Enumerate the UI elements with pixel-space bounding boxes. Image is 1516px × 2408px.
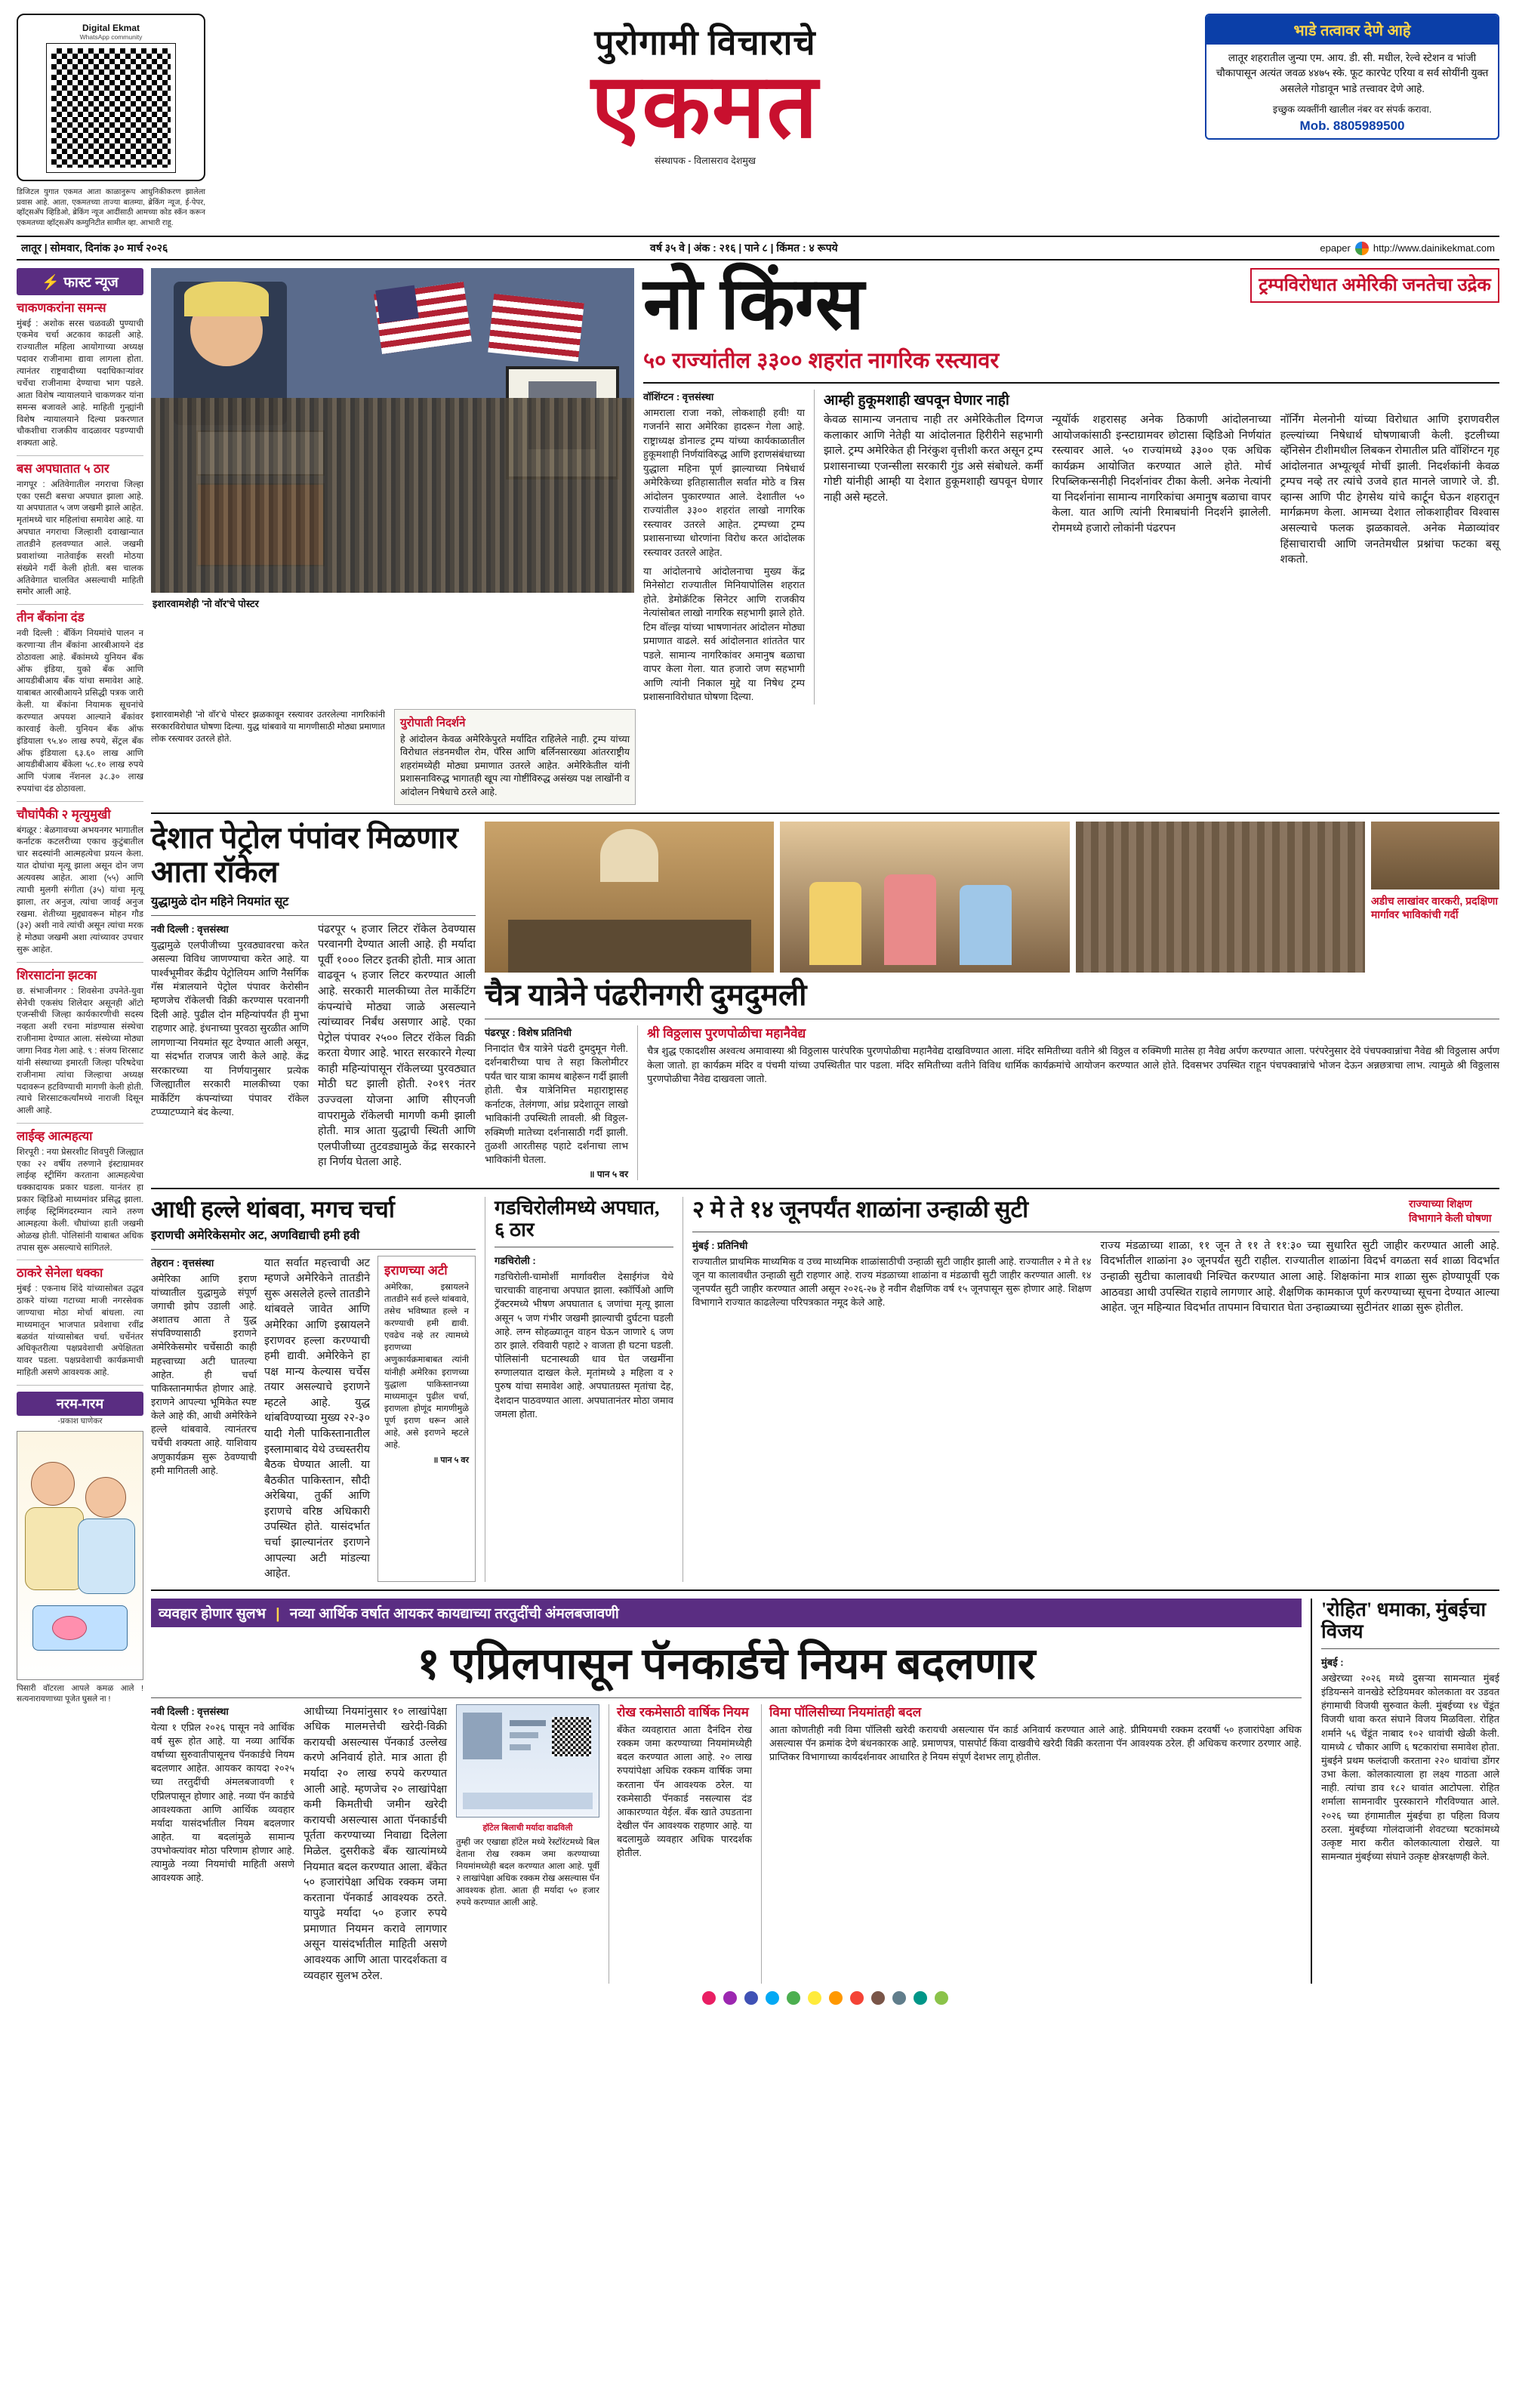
main-content bbox=[151, 264, 1499, 2005]
sidebar-news-title: ठाकरे सेनेला धक्का bbox=[17, 1266, 103, 1281]
ad-footer: इच्छुक व्यक्तींनी खालील नंबर वर संपर्क करावा. bbox=[1272, 103, 1432, 115]
temple-photo bbox=[485, 822, 774, 973]
school-dateline: मुंबई : प्रतिनिधी bbox=[692, 1239, 748, 1251]
sidebar-news-text: मुंबई : अशोक सरस चळवळी पुण्याची एकमेव चर्चा अटकाव काढली आहे. राज्यातील महिला आयोगाच्या अध्यक्ष पदावर राजीनामा द्यावा लागला होता. त्यानंतर राष्ट्रवादीच्या पदाधिकार्‍यांवर चर्चेचा राजीनामा देण्याचा भाग पडले. आता विशेष न्यायालयाने चाकणकर यांना समन्स बजावले आहे. माहिती गुन्ह्यांनी विशेष न्यायालयाने दिल्या प्रकरणात चौकशीचा राजकीय वादळावर पडण्याची शक्यता आहे. bbox=[17, 319, 143, 449]
masthead-title bbox=[213, 14, 1197, 167]
pancard-banner-left: व्यवहार होणार सुलभ bbox=[159, 1605, 266, 1622]
qr-promo-box bbox=[17, 14, 205, 228]
gadchiroli-title: गडचिरोलीमध्ये अपघात, ६ ठार bbox=[495, 1196, 660, 1241]
sidebar-news-text: बंगळूर : बेळगावच्या अभयनगर भागातील कर्नाटक कटलरीच्या एकाच कुटुंबातील चार सदस्यांनी आत्महत्येचा प्रयत्न केला. यात दोघांचा मृत्यू झाला असून दोन जण अत्यवस्थ आहेत. आशा (५५) आणि त्याची मुलगी संगीता (३५) यांचा मृत्यू झाला, तर अनुज, त्यांचा जावई अनुज रखमा. शेतीच्या मुद्द्यावरून मोहन गौड (३२) अशी नावे त्यांची असून त्यांचा मरक हे मोठ्या जखमी अशा त्यांच्यावर उपचार सुरू आहेत. bbox=[17, 825, 143, 955]
pancard-image-text: तुम्ही जर एखाद्या हॉटेल मध्ये रेस्टॉरंटमध्ये बिल देताना रोख रक्कम जमा करण्याच्या नियमांमध्येही बदल करण्यात आला आहे. पूर्वी २ लाखांपेक्षा अधिक रक्कम रोख असल्यास पॅन आवश्यक होता. आता ही मर्यादा ५० हजार रुपये करण्यात आली आहे. bbox=[456, 1837, 599, 1908]
rohit-title: 'रोहित' धमाका, मुंबईचा विजय bbox=[1321, 1598, 1487, 1642]
europe-protest-box bbox=[394, 709, 636, 806]
petrol-story bbox=[151, 822, 476, 1180]
pancard-image-block bbox=[456, 1704, 599, 1984]
qr-caption: डिजिटल युगात एकमत आता काळानुरूप आधुनिकीकरण झालेला प्रवास आहे. आता, एकमतच्या ताज्या बातम्या, ब्रेकिंग न्यूज, ई-पेपर, व्हॉट्सअ‍ॅप व्हिडिओ, ब्रेकिंग न्यूज आदींसाठी आमच्या कोड स्कॅन करून एकमतच्या व्हॉट्सअ‍ॅप कम्युनिटीत सामील व्हा. आभारी राहू. bbox=[17, 188, 205, 227]
epaper-link[interactable] bbox=[1320, 242, 1495, 255]
pancard-section-insurance bbox=[761, 1704, 1302, 1984]
advertisement-box[interactable] bbox=[1205, 14, 1499, 140]
halle-subtitle: इराणची अमेरिकेसमोर अट, अणविद्याची हमी हवी bbox=[151, 1229, 360, 1242]
photo-placeholder-icon bbox=[463, 1713, 502, 1759]
ad-mobile[interactable]: Mob. 8805989500 bbox=[1299, 118, 1405, 133]
globe-icon bbox=[1355, 242, 1369, 255]
petrol-title: देशात पेट्रोल पंपांवर मिळणार आता रॉकेल bbox=[151, 821, 458, 889]
fast-news-sidebar bbox=[17, 268, 143, 2005]
masthead-founder: संस्थापक - विलासराव देशमुख bbox=[654, 156, 756, 167]
cash-rule-title: रोख रकमेसाठी वार्षिक नियम bbox=[617, 1704, 749, 1719]
europe-box-text: हे आंदोलन केवळ अमेरिकेपुरते मर्यादित राहिलेले नाही. ट्रम्प यांच्या विरोधात लंडनमधील रोम, पॅरिस आणि बर्लिनसारख्या आंतरराष्ट्रीय शहरांमध्येही मोठ्या प्रमाणात उतरले आहेत. अमेरिकेतील यांनी प्रशासनाविरुद्ध भागातही खूप त्या गोष्टींविरुद्ध असंख्य पक्ष लाखोंनी व आंदोलन निषेधाचे ठरले आहे. bbox=[400, 733, 630, 797]
chaitra-title: चैत्र यात्रेने पंढरीनगरी दुमदुमली bbox=[485, 978, 807, 1013]
pancard-story bbox=[151, 1599, 1302, 1984]
iran-talks-story bbox=[151, 1197, 476, 1582]
yatra-caption: अडीच लाखांवर वारकरी, प्रदक्षिणा मार्गावर भाविकांची गर्दी bbox=[1370, 895, 1499, 921]
lead-side-text-2: न्यूयॉर्क शहरासह अनेक ठिकाणी आंदोलनाच्या आयोजकांसाठी इन्स्टाग्रामवर छोटासा व्हिडिओ निर्णयांत रस्त्यावर आले. ५० राज्यांमध्ये ३३०० एक अधिक कार्यक्रम आयोजित करण्यात आले होते. मोर्च रिपब्लिकन्सनीही निदर्शनांवर टीका केली. अनेक नेत्यांनी या निदर्शनांना सामान्य नागरिकांचा अमानुष बळाचा वापर केला. यात आणि त्यांनी रिमाबघांनी निदर्शने झालेली. रोममध्ये हजारो लोकांनी पंढरपन bbox=[1052, 414, 1271, 535]
school-holiday-story bbox=[683, 1197, 1499, 1582]
sidebar-news-text: नागपूर : अतिवेगातील नगराचा जिल्हा एका एसटी बसचा अपघात झाला आहे. या अपघातात ५ जण जखमी झाले आहेत. मृतांमध्ये चार महिलांचा समावेश आहे. या अपघात नगराचा जिल्हाशी दवाखान्यात तातडीने हलवण्यात आले. जखमी प्रवाशांच्या नातेवाईक सरशी मोठया संख्येने गर्दी केली होती. बस चालक अतिवेगात चालवित असल्याची माहिती समोर आली आहे. bbox=[17, 479, 143, 597]
lead-text-1: आमराला राजा नको, लोकशाही हवी! या गजर्नाने सारा अमेरिका हादरून गेला आहे. राष्ट्राध्यक्ष डोनाल्ड ट्रम्प यांच्या कार्यकाळातील हुकूमशाही निर्णयांविरुद्ध आणि इराणसंबंधाच्या युद्धाला महिना पूर्ण झाल्याच्या निषेधार्थ अमेरिकेच्या इतिहासातील सर्वात मोठे व त्रिस आंदोलन पुकारण्यात आले. देशातील ५० राज्यांतील ३३०० शहरांत लाखो नागरिक रस्त्यावर उतरले आहेत. ट्रम्पच्या ट्रम्प प्रशासनाच्या धोरणांना विरोध करत आंदोलक रस्त्यावर उतरले आहेत. bbox=[643, 407, 805, 558]
lead-photo-block bbox=[151, 268, 634, 705]
vishnupad-title: श्री विठ्ठलास पुरणपोळीचा महानैवेद्य bbox=[647, 1025, 806, 1041]
school-title: २ मे ते १४ जूनपर्यंत शाळांना उन्हाळी सुटी bbox=[692, 1195, 1029, 1222]
lightning-icon: ⚡ bbox=[42, 275, 64, 291]
chaitra-text: निनादांत चैत्र यात्रेने पंढरी दुमदुमून गेली. दर्शनबारीच्या पाच ते सहा किलोमीटर पर्यंत चार यात्रा कामथ बाहेरून गर्दी झाली होती. चैत्र यात्रेनिमित्त महाराष्ट्रासह कर्नाटक, तेलंगणा, आंध्र प्रदेशातून लाखो भाविकांनी उपस्थिती लावली. श्री विठ्ठल-रुक्मिणी मातेच्या दर्शनासाठी गर्दी झाली. तुळशी आरतीसह पहाटे दर्शनाचा लाभ भाविकांनी घेतला. bbox=[485, 1042, 628, 1166]
masthead-tagline: पुरोगामी विचाराचे bbox=[594, 23, 816, 62]
color-registration-bar bbox=[151, 1984, 1499, 2005]
qr-code-icon bbox=[552, 1717, 591, 1756]
protest-photo bbox=[151, 268, 634, 593]
gadchiroli-text: गडचिरोली-चामोर्शी मार्गावरील देसाईगंज येथे चारचाकी वाहनाचा अपघात झाला. स्कॉर्पिओ आणि ट्रॅक्टरमध्ये भीषण अपघातात ६ जणांचा मृत्यू झाला असून ५ जण गंभीर जखमी झाल्याची दुर्घटना घडली आहे. लग्न सोहळ्यातून वाहन घेऊन जाणारे ६ जण ठार झाले. रविवारी पहाटे २ वाजता ही घटना घडली. पोलिसांनी घटनास्थळी धाव घेत जखमींना रुग्णालयात दाखल केले. मृतांमध्ये ३ महिला व २ पुरुष यांचा समावेश आहे. अपघातग्रस्त मृतांचा देह, देशदान पाठवण्यात आला. अपघातानंतर मोठा जमाव जमला होता. bbox=[495, 1271, 673, 1420]
qr-code-icon[interactable] bbox=[47, 44, 175, 172]
qr-title: Digital Ekmat bbox=[82, 23, 140, 33]
fast-news-header bbox=[17, 268, 143, 295]
rohit-text: अखेरच्या २०२६ मध्ये दुसर्‍या सामन्यात मुंबई इंडियन्सने वानखेडे स्टेडियमवर कोलकाता वर उडवत हंगामाची विजयी सुरुवात केली. मुंबईच्या १४ चेंडूंत विजयी धावा करत संघाने विजय मिळविला. रोहित शर्माने ५६ चेंडूंत नाबाद १०२ धावांची खेळी केली. यामध्ये ८ चौकार आणि ६ षटकारांचा समावेश होता. मुंबईने प्रथम फलंदाजी करताना २२० धावांचा डोंगर उभा केला. कोलकात्याला हा लक्ष्य गाठता आले नाही. त्यांचा डाव १८२ धावांत आटोपला. रोहित शर्माला सामनावीर पुरस्काराने गौरविण्यात आले. २०२६ च्या हंगामातील मुंबईचा हा पहिला विजय ठरला. मुंबईच्या गोलंदाजांनी शेवटच्या षटकांमध्ये उत्कृष्ट मारा करीत कोलकात्याला रोखले. या सामन्यात मुंबईच्या संघाने उत्कृष्ट क्षेत्ररक्षणही केले. bbox=[1321, 1672, 1499, 1862]
lead-side-text-3: नॉर्निंग मेलनोनी यांच्या विरोधात आणि इराणवरील हल्ल्यांच्या निषेधार्थ घोषणाबाजी केली. इटलीच्या व्हॅनिसेन टीशीमधील लिबकन रोमातील प्रति वॉशिंग्टन गृह आंदोलनात अभ्यूत्थूर्व मोर्ची झाली. निदर्शकांनी केवळ ट्रम्पच नव्हे तर त्यांचे उजवे हात मानले जाणारे जे. डी. व्हान्स आणि पीट हेगसेथ यांचे कार्टून घेऊन शहरातून मार्गक्रमण केला. आमच्या देशात लोकशाहीवर विश्वास असल्याचे फलक झळकावले. अनेक मेळाव्यांवर हिंसाचाराची आणि जनतेमधील प्रश्नांचा फटका बसू शकतो. bbox=[1280, 414, 1499, 566]
list-item[interactable] bbox=[17, 1124, 143, 1260]
pancard-text-1: येत्या १ एप्रिल २०२६ पासून नवे आर्थिक वर्ष सुरू होत आहे. या नव्या आर्थिक वर्षाच्या सुरुवातीपासूनच पॅनकार्डचे नियम बदलणार आहेत. आयकर कायदा २०२५ च्या तरतुदींची अंमलबजावणी १ एप्रिलपासून होणार आहे. नव्या पॅन कार्डचे आवश्यकता आणि आर्थिक व्यवहार मर्यादा यासंदर्भातील नियम बदलणार आहेत. या बदलांमुळे सामान्य उपभोक्त्यांवर मोठा परिणाम होणार आहे. त्यामुळे नव्या नियमांची माहिती असणे आवश्यक आहे. bbox=[151, 1721, 294, 1884]
masthead bbox=[17, 14, 1499, 228]
lead-photo-caption: इशारवामशेही 'नो वॉर'चे पोस्टर bbox=[153, 598, 259, 609]
banner-divider: | bbox=[276, 1605, 280, 1622]
petrol-subtitle: युद्धामुळे दोन महिने नियमांत सूट bbox=[151, 895, 289, 908]
sidebar-news-text: शिरपूरी : नया प्रेसरशीट शिवपुरी जिल्ह्यात एका २२ वर्षीय तरुणाने इंस्टाग्रामवर लाईव्ह स्ट्रीमिंग करताना आत्महत्येचा धक्कादायक प्रकार घडला. यानंतर हा प्रकार व्हिडिओ माध्यमांवर प्रसिद्ध झाला. लाईव्ह स्ट्रिमिंगदरम्यान त्याने तरुण आत्महत्या केली. चौघांच्या हाती जखमी ओळख होती. पोलिसांनी याबाबत अधिक तपास सुरू असल्याचे सांगितले. bbox=[17, 1147, 143, 1253]
jump-line: ॥ पान ५ वर bbox=[589, 1168, 628, 1179]
pancard-section-cash bbox=[609, 1704, 752, 1984]
ad-heading: भाडे तत्वावर देणे आहे bbox=[1206, 15, 1498, 45]
vishnupad-text: चैत्र शुद्ध एकादशीस अश्वत्थ अमावास्या श्री विठ्ठलास पारंपरिक पुरणपोळीचा महानैवेद्य दाखविण्यात आला. मंदिर समितीच्या वतीने श्री विठ्ठल व रुक्मिणी मातेस हा नैवेद्य अर्पण करण्यात आला. परंपरेनुसार देवे पंचपक्वान्नांचा नैवेद्य श्री विठ्ठलास अर्पण केला जातो. हा कार्यक्रम मंदिर व पंचमी यांच्या उपस्थितीत पार पडला. मंदिर समितीच्या वतीने विविध धार्मिक कार्यक्रमांचे आयोजन करण्यात आले होते. दिवसभर उपस्थित राहून पंचपक्वान्नांचे भोजन देऊन अन्नछत्राचा लाभ. त्यामुळे श्री विठ्ठलास पुरणपोळीचा नैवेद्य दाखवला जातो. bbox=[647, 1045, 1499, 1084]
school-text-1: राज्यातील प्राथमिक माध्यमिक व उच्च माध्यमिक शाळांसाठीची उन्हाळी सुटी जाहीर झाली आहे. राज्यातील २ मे ते १४ जून या कालावधीत उन्हाळी सुटी राहणार आहे. राज्य मंडळाच्या शाळांना व मंडळाची सुटी जाहीर करण्यात आली. १४ जूनपर्यंत सुटी जाहीर करण्यात आली असून २०२६-२७ हे नवीन शैक्षणिक वर्ष १५ जूनपासून सुरू होणार आहे. शिक्षण विभागाने राज्यात काढलेल्या परिपत्रकात नमूद केले आहे. bbox=[692, 1255, 1092, 1309]
fast-news-header-label: फास्ट न्यूज bbox=[63, 275, 119, 291]
sports-story bbox=[1311, 1599, 1499, 1984]
sidebar-news-text: नवी दिल्ली : बँकिंग नियमांचे पालन न करणार्‍या तीन बँकांना आरबीआयने दंड ठोठावला आहे. बँकांमध्ये युनियन बँक ऑफ इंडिया, युको बँक आणि आयडीबीआय बँक यांचा समावेश आहे. याबाबत आरबीआयने प्रसिद्धी पत्रक जारी केली. या बँकांना नियामक सूचनांचे करण्यात अपयश आल्याने बँकांवर कारवाई केली. युनियन बँक ऑफ इंडियाला ९५.४० लाख रुपये, सेंट्रल बँक ऑफ इंडियाला ६३.६० लाख आणि आयडीबीआय बँकेला ५८.१० लाख रुपये आणि पंजाब नॅशनल ३८.३० लाख रुपयांचा दंड ठोठावला. bbox=[17, 628, 143, 794]
crowd-photo bbox=[1076, 822, 1365, 973]
list-item[interactable] bbox=[17, 963, 143, 1124]
sidebar-news-text: छ. संभाजीनगर : शिवसेना उपनेते-युवा सेनेची एकसंघ शिलेदार असूनही ऑटो एजन्सीची जिल्हा कार्यकारणीची सदस्य नव्हता अशी रचना मांडण्यास संस्थेचा राजीनामा देण्यात आला. संस्थेच्या मोठ्या जागा निवड गेला आहे. ९ : संजय शिरसाट यांनी संस्थाच्या इमारती जिल्हा परिषदेचा राजीनामा त्यांचा जिल्हाचा अध्यक्ष पदावरून हटविण्याची मागणी केली होती. त्याचे शिरसाटकर्त्यांमध्ये नाराजी दिसून आली आहे. bbox=[17, 986, 143, 1116]
page-body bbox=[17, 264, 1499, 2005]
halle-text-1: अमेरिका आणि इराण यांच्यातील युद्धामुळे संपूर्ण जगाची झोप उडाली आहे. अशातच आता ते युद्ध संपविण्यासाठी इराणने अमेरिकेसमोर चर्चेसाठी काही महत्त्वाच्या अटी घातल्या आहेत. ही चर्चा पाकिस्तानमार्फत होणार आहे. इराणने आपल्या भूमिकेत स्पष्ट केले आहे की, आधी अमेरिकेने हल्ले थांबवावे. त्यानंतरच चर्चेची शक्यता आहे. याशिवाय अणुकार्यक्रम सुरू ठेवण्याची हमी मागितली आहे. bbox=[151, 1272, 257, 1476]
lead-side-text-1: केवळ सामान्य जनताच नाही तर अमेरिकेतील दिग्गज कलाकार आणि नेतेही या आंदोलनात हिरीरीने सहभागी झाले. ट्रम्प अमेरिकेत ही निरंकुश वृत्तीशी करत असून ट्रम्प प्रशासनाच्या एजन्सीला सरकारी गुंड असे संबोधले. कर्मी गोष्टी यांनीही आम्ही या देशात हुकूमशाही खपवून घेणार नाही असे म्हटले. bbox=[824, 414, 1043, 504]
iran-conditions-box bbox=[377, 1256, 476, 1582]
cash-rule-text: बँकेत व्यवहारात आता दैनंदिन रोख रक्कम जमा करण्याच्या नियमांमध्येही बदल करण्यात आला आहे. २० लाख रुपयांपेक्षा अधिक रक्कम वार्षिक जमा करताना पॅन आवश्यक ठरेल. या रकमेसाठी पॅनकार्ड नसल्यास दंड आकारण्यात येईल. बँक खाते उघडताना देखील पॅन आवश्यक राहणार आहे. या बदलामुळे व्यवहार अधिक पारदर्शक होतील. bbox=[617, 1724, 752, 1859]
gadchiroli-story bbox=[485, 1197, 673, 1582]
pancard-banner bbox=[151, 1599, 1302, 1627]
pancard-image-caption: हॉटेल बिलाची मर्यादा वाढविली bbox=[482, 1823, 573, 1833]
sidebar-news-title: चाकणकरांना समन्स bbox=[17, 301, 106, 315]
halle-text-2: यात सर्वात महत्त्वाची अट म्हणजे अमेरिकेने तातडीने सुरू असलेले हल्ले तातडीने थांबवले जावेत आणि अमेरिका आणि इस्रायलने इराणवर हल्ला करण्याची हमी द्यावी. अमेरिकेने हा पक्ष मान्य केल्यास चर्चेस तयार असल्याचे इराणने म्हटले आहे. युद्ध थांबविण्याच्या मुख्य २२-३० यादी गेली पाकिस्तानातील इस्लामाबाद येथे उच्चस्तरीय बैठक घेण्यात आली. या बैठकीत पाकिस्तान, सौदी अरेबिया, तुर्की आणि इराणचे वरिष्ठ अधिकारी उपस्थित होते. यासंदर्भात चर्चा झाल्यानंतर इराणने आपल्या अटी मांडल्या आहेत. bbox=[264, 1256, 370, 1580]
list-item[interactable] bbox=[17, 456, 143, 605]
insurance-rule-text: आता कोणतीही नवी विमा पॉलिसी खरेदी करायची असल्यास पॅन कार्ड अनिवार्य करण्यात आले आहे. प्रीमियमची रक्कम दरवर्षी ५० हजारांपेक्षा अधिक असल्यास पॅन क्रमांक देणे बंधनकारक आहे. प्रमाणपत्र, पासपोर्ट किंवा दाखवीचे खरेदी विक्री करताना पॅन आवश्यक ठरेल. ही अधिकच करणार ठरणार आहे. प्राप्तिकर विभागाच्या कार्यदर्शनावर आधारित हे नियम संपूर्ण देशभर लागू होतील. bbox=[769, 1724, 1302, 1763]
gadchiroli-dateline: गडचिरोली : bbox=[495, 1255, 536, 1267]
pancard-banner-right: नव्या आर्थिक वर्षात आयकर कायद्याच्या तरतुदींची अंमलबजावणी bbox=[289, 1605, 619, 1622]
sidebar-news-title: तीन बँकांना दंड bbox=[17, 611, 85, 625]
pancard-text-2: आधीच्या नियमांनुसार १० लाखांपेक्षा अधिक मालमत्तेची खरेदी-विक्री करायची असल्यास पॅनकार्ड उल्लेख करणे अनिवार्य होते. मात्र आता ही मर्यादा २० लाख रुपये करण्यात आली आहे. म्हणजेच २० लाखांपेक्षा कमी किमतीची जमीन खरेदी करायची असल्यास आता पॅनकार्डची पूर्तता करण्याच्या निवाद्या दिलेला मिळेल. दुसरीकडे बँक खात्यांमध्ये नियमात बदल करण्यात आला. बँकेत ५० हजारांपेक्षा अधिक रक्कम जमा करताना पॅनकार्ड आवश्यक ठरते. यापुढे मर्यादा ५० हजार रुपये प्रमाणात नियमन करावे लागणार असून यासंदर्भातील माहिती असणे आवश्यक आणि आता पारदर्शकता व व्यवहार सुलभ ठरेल. bbox=[304, 1705, 447, 1982]
petrol-dateline: नवी दिल्ली : वृत्तसंस्था bbox=[151, 923, 229, 935]
issue-details: वर्ष ३५ वे | अंक : २१६ | पाने ८ | किंमत : ४ रूपये bbox=[650, 242, 838, 254]
school-kicker: राज्याच्या शिक्षण विभागाने केली घोषणा bbox=[1409, 1197, 1492, 1224]
ad-body: लातूर शहरातील जुन्या एम. आय. डी. सी. मधील, रेल्वे स्टेशन व भांजी चौकापासून अत्यंत जवळ ४४७५ स्के. फूट कारपेट एरिया व सर्व सोयींनी युक्त असलेले गोडावून भाडे तत्त्वावर देणे आहे. bbox=[1216, 52, 1489, 94]
sidebar-news-title: चौघांपैकी २ मृत्युमुखी bbox=[17, 807, 111, 822]
sidebar-news-title: शिरसाटांना झटका bbox=[17, 969, 97, 983]
epaper-url[interactable]: http://www.dainikekmat.com bbox=[1373, 242, 1495, 254]
petrol-text-2: पंढरपूर ५ हजार लिटर रॉकेल ठेवण्यास परवानगी देण्यात आली आहे. ही मर्यादा पूर्वी १००० लिटर इतकी होती. मात्र आता वाढवून ५ हजार लिटर करण्यात आली आहे. सरकारी मालकीच्या तेल मार्केटिंग कंपन्यांचे मोठ्या जाळे असल्याने त्यांच्यावर निर्बंध असणार आहे. एका पेट्रोल पंपावर २५०० लिटर रॉकेल विक्री करता येणार आहे. भारत सरकारने गेल्या काही महिन्यांपासून रॉकेलच्या पुरवठ्यात मोठी घट झाली होती. २०१९ नंतर उज्ज्वला योजना आणि सीएनजी वापरामुळे रॉकेलची मागणी कमी झाली होती. मात्र आता युद्धाची स्थिती आणि एलपीजीच्या तुटवड्यामुळे केंद्र सरकारने हा निर्णय घेतला आहे. bbox=[318, 923, 476, 1169]
sidebar-news-text: मुंबई : एकनाथ शिंदे यांच्यासोबत उद्धव ठाकरे यांच्या गटाच्या माजी नगरसेवक जाण्याचा मोठा मोर्चा बांधला. त्या माध्यमातून भाजपात प्रवेशाचा रवींद्र बळवंत यांच्यासोबत चर्चा. चर्चेनंतर अधिकृतरीत्या पक्षप्रवेशाची अपेक्षितता यावर पडला. पक्षप्रवेशाची कार्यक्रमाची माहिती असणे आवश्यक आहे. bbox=[17, 1284, 143, 1378]
issue-place-date: लातूर | सोमवार, दिनांक ३० मार्च २०२६ bbox=[21, 242, 168, 254]
petrol-text-1: युद्धामुळे एलपीजीच्या पुरवठ्यावरचा करेत असल्या विविध जाणण्याचा करेत आहे. या पार्श्वभूमीवर केंद्रीय पेट्रोलियम आणि नैसर्गिक गॅस मंत्रालयाने पेट्रोल पंपावर केरोसीन म्हणजेच रॉकेलची विक्री करण्यास परवानगी दिली आहे. पुढील दोन महिन्यांपर्यंत ही मुभा राहणार आहे. इंधनाच्या पुरवठा सुरळीत आणि लागणार्‍या नियमांत सूट देण्यात आली असून, या संदर्भात राजपत्र जारी केले आहे. केंद्र सरकारच्या या निर्णयानुसार प्रत्येक जिल्ह्यातील सरकारी मालकीच्या एका मार्केटिंग कंपन्यांच्या पंपावर रॉकेल टप्प्याटप्प्याने बंद केल्या. bbox=[151, 939, 309, 1118]
qr-frame bbox=[17, 14, 205, 181]
lead-side-story bbox=[814, 390, 1499, 705]
lead-side-title: आम्ही हुकूमशाही खपवून घेणार नाही bbox=[824, 393, 1009, 409]
list-item[interactable] bbox=[17, 802, 143, 963]
yatra-caption-box bbox=[1371, 822, 1499, 973]
pan-card-image bbox=[456, 1704, 599, 1818]
narm-garam-byline: -प्रकाश घाणेकर bbox=[57, 1416, 103, 1426]
page-title: नो किंग्स bbox=[643, 264, 864, 344]
devotees-photo bbox=[780, 822, 1069, 973]
list-item[interactable] bbox=[17, 605, 143, 802]
rohit-dateline: मुंबई : bbox=[1321, 1656, 1344, 1668]
pancard-title: १ एप्रिलपासून पॅनकार्डचे नियम बदलणार bbox=[417, 1639, 1036, 1688]
epaper-label: epaper bbox=[1320, 242, 1351, 254]
chaitra-yatra-story bbox=[485, 822, 1499, 1180]
halle-dateline: तेहरान : वृत्तसंस्था bbox=[151, 1256, 214, 1269]
europe-box-title: युरोपाती निदर्शने bbox=[400, 716, 466, 729]
lead-photo-extra-text: इशारवामशेही 'नो वॉर'चे पोस्टर झळकावून रस्त्यावर उतरलेल्या नागरिकांनी सरकारविरोधात घोषणा दिल्या. युद्ध थांबवावे या मागणीसाठी मोठ्या प्रमाणात लोक रस्त्यावर उतरले होते. bbox=[151, 710, 385, 744]
lead-column-1 bbox=[643, 390, 805, 705]
issue-info-strip bbox=[17, 236, 1499, 261]
list-item[interactable] bbox=[17, 295, 143, 456]
masthead-name: एकमत bbox=[591, 57, 819, 156]
list-item[interactable] bbox=[17, 1260, 143, 1386]
halle-title: आधी हल्ले थांबवा, मगच चर्चा bbox=[151, 1195, 395, 1222]
cartoon-illustration bbox=[17, 1431, 143, 1680]
qr-subtitle: WhatsApp community bbox=[79, 33, 143, 41]
iran-conditions-title: इराणच्या अटी bbox=[384, 1263, 448, 1278]
insurance-rule-title: विमा पॉलिसीच्या नियमांतही बदल bbox=[769, 1704, 922, 1719]
lead-kicker: ट्रम्पविरोधात अमेरिकी जनतेचा उद्रेक bbox=[1250, 268, 1499, 303]
lead-subhead: ५० राज्यांतील ३३०० शहरांत नागरिक रस्त्यावर bbox=[643, 349, 1000, 373]
lead-dateline: वॉशिंग्टन : वृत्तसंस्था bbox=[643, 391, 714, 402]
narm-garam-header: नरम-गरम bbox=[17, 1392, 143, 1416]
pancard-dateline: नवी दिल्ली : वृत्तसंस्था bbox=[151, 1705, 229, 1717]
lead-text-2: या आंदोलनाचे आंदोलनाचा मुख्य केंद्र मिनेसोटा राज्यातील मिनियापोलिस शहरात होते. डेमोक्रॅटिक सिनेटर आणि राजकीय नेत्यांसोबत लाखो नागरिक सहभागी झाले होते. टिम वॉल्झ यांच्या भाषणानंतर आंदोलन मोठ्या प्रमाणात वाढले. सर्व आंदोलनात शांततेत पार पडले. सामान्य नागरिकांवर अमानुष बळाचा वापर केला गेला. यात हजारो जण सहभागी आणि त्यांनी निकाल मुद्दे या निषेध ट्रम्प प्रशासनाविरोधात घोषणा दिल्या. bbox=[643, 565, 805, 703]
lead-headline-block bbox=[643, 264, 1499, 705]
cartoon-caption: पिसारी वॉटरला आपले कमळ आले ! सत्यनारायणाच्या पूजेत घुसले ना ! bbox=[17, 1683, 143, 1704]
sidebar-news-title: बस अपघातात ५ ठार bbox=[17, 462, 109, 476]
sidebar-news-title: लाईव्ह आत्महत्या bbox=[17, 1130, 93, 1144]
chaitra-dateline: पंढरपूर : विशेष प्रतिनिधी bbox=[485, 1026, 572, 1038]
iran-conditions-text: अमेरिका, इस्रायलने तातडीने सर्व हल्ले थांबवावे, तसेच भविष्यात हल्ले न करण्याची हमी द्यावी. एवढेच नव्हे तर त्यामध्ये इराणच्या अणुकार्यक्रमाबाबत त्यांनी यांनीही अमेरिका इराणच्या युद्धाला पाकिस्तानच्या माध्यमातून पुढील चर्चा, इराणला होणूंद मागणीमुळे पूर्ण इराण धरून आले आहे, असे इराणने म्हटले आहे. bbox=[384, 1282, 469, 1451]
jump-line: ॥ पान ५ वर bbox=[433, 1456, 469, 1466]
school-text-2: राज्य मंडळाच्या शाळा, ११ जून ते ११ ते ११:३० च्या सुधारित सुटी जाहीर करण्यात आली आहे. विदर्भातील शाळांना ३० जूनपर्यंत सुटी राहील. राज्यातील शाळांना विदर्भ वगळता सर्व शाळा विदर्भात उन्हाळी सुटीचा कालावधी निश्चित करण्यात आला आहे. शिक्षकांना मात्र शाळा सुरू होण्यापूर्वी एक आठवडा आधी उपस्थित राहावे लागणार आहे. शैक्षणिक कामकाज पूर्ण करण्याच्या सूचना देण्यात आल्या आहेत. जून महिन्यात विदर्भात तापमान विचारात घेता उन्हाळ्याच्या सुटीनंतर शाळा सुरू होतील. bbox=[1100, 1239, 1499, 1315]
